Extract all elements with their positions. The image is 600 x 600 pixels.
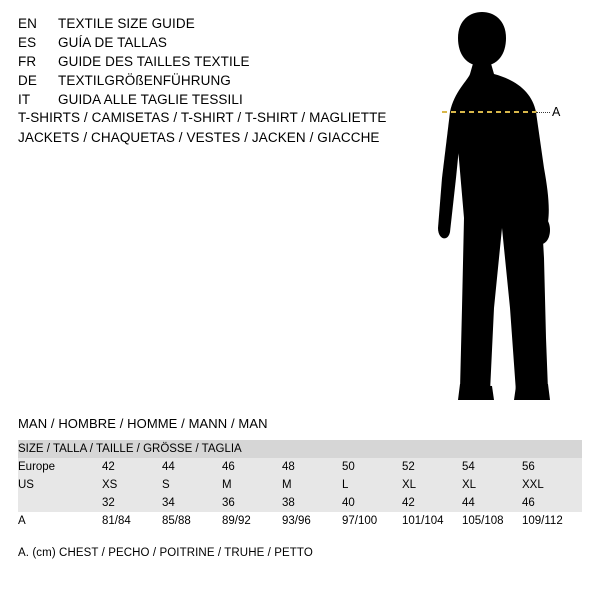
cell-value: 54 xyxy=(462,461,475,473)
cell-value: XL xyxy=(462,479,477,491)
cell-value: S xyxy=(162,479,170,491)
measure-dash-connector xyxy=(536,112,550,113)
row-label: A xyxy=(18,515,26,527)
cell-value: 89/92 xyxy=(222,515,251,527)
language-code: DE xyxy=(18,73,37,88)
cell-value: XXL xyxy=(522,479,544,491)
table-row xyxy=(18,476,582,494)
language-code: ES xyxy=(18,35,37,50)
cell-value: 42 xyxy=(102,461,115,473)
table-header-row xyxy=(18,440,582,458)
language-row xyxy=(18,54,378,73)
language-text: TEXTILE SIZE GUIDE xyxy=(58,16,195,31)
table-row xyxy=(18,512,582,530)
cell-value: 56 xyxy=(522,461,535,473)
cell-value: 46 xyxy=(522,497,535,509)
category-jackets: JACKETS / CHAQUETAS / VESTES / JACKEN / GIACCHE xyxy=(18,130,380,145)
language-row xyxy=(18,92,378,111)
cell-value: 93/96 xyxy=(282,515,311,527)
cell-value: 52 xyxy=(402,461,415,473)
cell-value: 101/104 xyxy=(402,515,444,527)
table-title: MAN / HOMBRE / HOMME / MANN / MAN xyxy=(18,416,268,431)
language-row xyxy=(18,16,378,35)
cell-value: 40 xyxy=(342,497,355,509)
language-text: TEXTILGRÖßENFÜHRUNG xyxy=(58,73,231,88)
category-list xyxy=(18,110,418,150)
table-header-label: SIZE / TALLA / TAILLE / GRÖSSE / TAGLIA xyxy=(18,443,242,455)
cell-value: 44 xyxy=(462,497,475,509)
language-text: GUIDE DES TAILLES TEXTILE xyxy=(58,54,250,69)
language-row xyxy=(18,35,378,54)
body-silhouette-illustration xyxy=(398,8,588,408)
cell-value: XL xyxy=(402,479,417,491)
language-code: EN xyxy=(18,16,37,31)
footnote-chest-measurement: A. (cm) CHEST / PECHO / POITRINE / TRUHE / PETTO xyxy=(18,547,313,559)
cell-value: XS xyxy=(102,479,118,491)
language-code: IT xyxy=(18,92,31,107)
language-text: GUÍA DE TALLAS xyxy=(58,35,167,50)
cell-value: M xyxy=(282,479,292,491)
cell-value: 34 xyxy=(162,497,175,509)
language-code: FR xyxy=(18,54,37,69)
cell-value: L xyxy=(342,479,349,491)
size-table xyxy=(18,440,582,530)
row-label: US xyxy=(18,479,34,491)
cell-value: 105/108 xyxy=(462,515,504,527)
cell-value: 50 xyxy=(342,461,355,473)
measure-label-a: A xyxy=(552,105,561,119)
row-label: Europe xyxy=(18,461,56,473)
cell-value: 85/88 xyxy=(162,515,191,527)
cell-value: M xyxy=(222,479,232,491)
cell-value: 32 xyxy=(102,497,115,509)
cell-value: 46 xyxy=(222,461,235,473)
cell-value: 109/112 xyxy=(522,515,563,527)
cell-value: 44 xyxy=(162,461,175,473)
cell-value: 48 xyxy=(282,461,295,473)
cell-value: 42 xyxy=(402,497,415,509)
row-label xyxy=(18,494,102,512)
table-row xyxy=(18,458,582,476)
language-row xyxy=(18,73,378,92)
cell-value: 81/84 xyxy=(102,515,131,527)
cell-value: 36 xyxy=(222,497,235,509)
cell-value: 97/100 xyxy=(342,515,378,527)
table-row xyxy=(18,494,582,512)
cell-value: 38 xyxy=(282,497,295,509)
language-list xyxy=(18,16,378,111)
language-text: GUIDA ALLE TAGLIE TESSILI xyxy=(58,92,243,107)
category-tshirts: T-SHIRTS / CAMISETAS / T-SHIRT / T-SHIRT / MAGLIETTE xyxy=(18,110,387,125)
